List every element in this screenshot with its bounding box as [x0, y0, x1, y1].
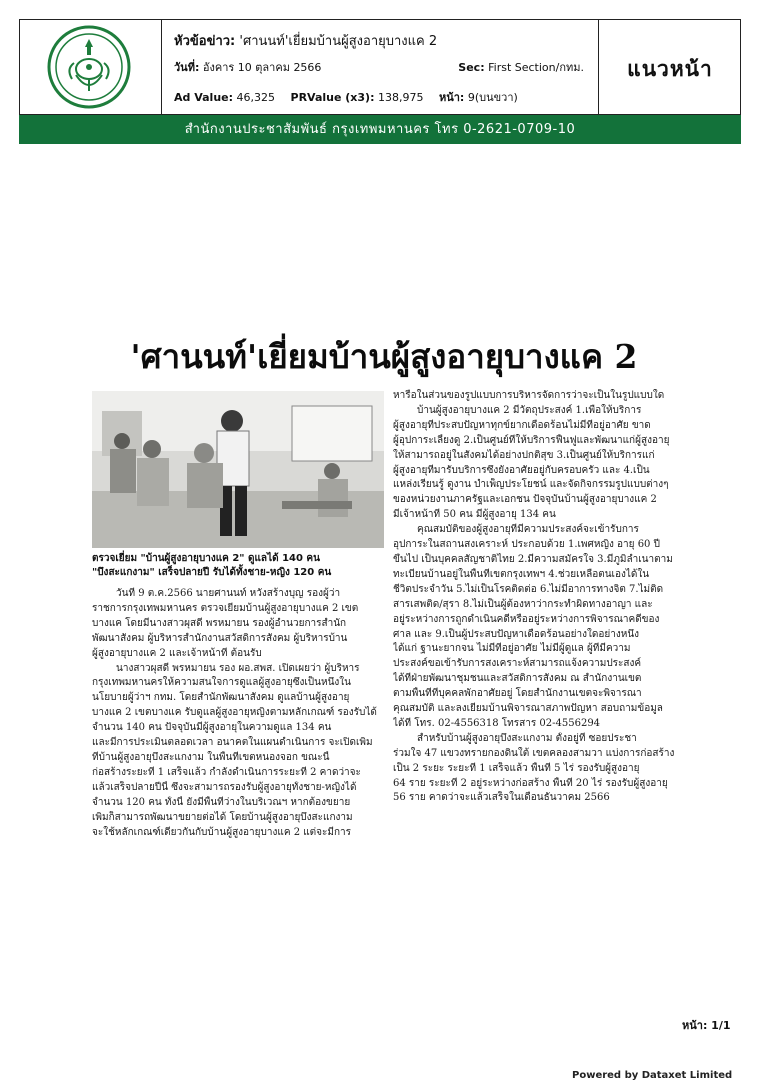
body-line: และมีการประเมินตลอดเวลา อนาคตในแผนดำเนินการ จะเปิดเพิ่ม: [92, 737, 373, 749]
clipping-header: [19, 19, 741, 115]
date-label: วันที่:: [174, 61, 200, 74]
body-line: ของหน่วยงานภาครัฐและเอกชน ปัจจุบันบ้านผู้สูงอายุบางแค 2: [393, 494, 657, 506]
body-line: คุณสมบัติของผู้สูงอายุที่มีความประสงค์จะเข้ารับการ: [417, 524, 639, 536]
section-label: Sec:: [458, 61, 485, 74]
ad-value: 46,325: [236, 91, 276, 104]
body-line: วันที่ 9 ต.ค.2566 นายศานนท์ หวังสร้างบุญ รองผู้ว่า: [116, 588, 341, 599]
clipping-info: [168, 20, 599, 114]
body-line: จำนวน 120 คน ทั้งนี้ ยังมีพื้นที่ว่างในบริเวณฯ หากต้องขยาย: [92, 796, 351, 808]
body-line: ผู้สูงอายุบางแค 2 และเจ้าหน้าที่ ต้อนรับ: [92, 647, 262, 659]
body-line: บ้านผู้สูงอายุบางแค 2 มีวัตถุประสงค์ 1.เพื่อให้บริการ: [417, 404, 642, 416]
body-line: นางสาวผุสดี พรหมายน รอง ผอ.สพส. เปิดเผยว่า ผู้บริหาร: [116, 662, 360, 674]
caption-line: "บึงสะแกงาม" เสร็จปลายปี รับได้ทั้งชาย-หญิง 120 คน: [92, 567, 332, 578]
ad-value-label: Ad Value:: [174, 91, 234, 104]
article-column-left: [92, 587, 384, 840]
body-line: ผู้สูงอายุที่ประสบปัญหาทุกข์ยากเดือดร้อนไม่มีที่อยู่อาศัย ขาด: [393, 419, 651, 431]
title-line: [174, 30, 437, 51]
body-line: ตามพื้นที่ที่บุคคลพักอาศัยอยู่ โดยสำนักงานเขตจะพิจารณา: [393, 688, 642, 700]
value-line: [174, 88, 530, 106]
page-label: หน้า:: [438, 91, 465, 104]
caption-line: ตรวจเยี่ยม "บ้านผู้สูงอายุบางแค 2" ดูแลได้ 140 คน: [92, 553, 320, 564]
body-line: แล้วเสร็จปลายปีนี้ ซึ่งจะสามารถรองรับผู้สูงอายุทั้งชาย-หญิงได้: [92, 781, 357, 793]
pr-value: 138,975: [377, 91, 424, 104]
body-line: ให้สามารถอยู่ในสังคมได้อย่างปกติสุข 3.เป็นศูนย์ให้บริการแก่: [393, 449, 655, 461]
logo-panel: [20, 20, 162, 114]
body-line: พัฒนาสังคม ผู้บริหารสำนักงานสวัสดิการสังคม ผู้บริหารบ้าน: [92, 632, 348, 644]
photo-caption: [92, 552, 384, 580]
body-line: ชีวิตประจำวัน 5.ไม่เป็นโรคติดต่อ 6.ไม่มีอาการทางจิต 7.ไม่ติด: [393, 583, 664, 595]
section-line: [458, 58, 584, 76]
body-line: 64 ราย ระยะที่ 2 อยู่ระหว่างก่อสร้าง พื้นที่ 20 ไร่ รองรับผู้สูงอายุ: [393, 777, 668, 789]
powered-by: Powered by Dataxet Limited: [572, 1070, 733, 1081]
body-line: สารเสพติด/สุรา 8.ไม่เป็นผู้ต้องหาว่ากระทำผิดทางอาญา และ: [393, 598, 653, 610]
body-line: มีเจ้าหน้าที่ 50 คน มีผู้สูงอายุ 134 คน: [393, 509, 556, 521]
body-line: ขึ้นไป เป็นบุคคลสัญชาติไทย 2.มีความสมัครใจ 3.มีภูมิลำเนาตาม: [393, 553, 673, 565]
body-line: บางแค 2 เขตบางแค รับดูแลผู้สูงอายุหญิงตามหลักเกณฑ์ รองรับได้: [92, 707, 377, 719]
page-value: 9(บนขวา): [467, 91, 518, 104]
title-value: 'ศานนท์'เยี่ยมบ้านผู้สูงอายุบางแค 2: [239, 34, 438, 49]
bangkok-seal-logo: [46, 25, 132, 109]
body-line: ประสงค์ขอเข้ารับการสงเคราะห์สามารถแจ้งความประสงค์: [393, 658, 642, 670]
news-photo: [92, 391, 384, 548]
headline: 'ศานนท์'เยี่ยมบ้านผู้สูงอายุบางแค 2: [130, 337, 638, 376]
body-line: ร่วมใจ 47 แขวงทรายกองดินใต้ เขตคลองสามวา แบ่งการก่อสร้าง: [393, 747, 675, 759]
body-line: แหล่งเรียนรู้ ดูงาน บำเพ็ญประโยชน์ และจัดกิจกรรมรูปแบบต่างๆ: [393, 479, 669, 491]
body-line: เพิ่มก็สามารถพัฒนาขยายต่อได้ โดยบ้านผู้สูงอายุบึงสะแกงาม: [92, 811, 353, 823]
date-line: [174, 58, 321, 76]
body-line: สำหรับบ้านผู้สูงอายุบึงสะแกงาม ตั้งอยู่ที่ ซอยประชา: [417, 732, 637, 744]
body-line: อยู่ระหว่างการถูกดำเนินคดีหรืออยู่ระหว่างการพิจารณาคดีของ: [393, 613, 660, 625]
pr-office-banner: สำนักงานประชาสัมพันธ์ กรุงเทพมหานคร โทร 0-2621-0709-10: [19, 115, 741, 144]
body-line: กรุงเทพมหานครให้ความสนใจการดูแลผู้สูงอายุซึ่งเป็นหนึ่งใน: [92, 677, 352, 689]
body-line: หารือในส่วนของรูปแบบการบริหารจัดการว่าจะเป็นในรูปแบบใด: [393, 390, 665, 401]
section-value: First Section/กทม.: [488, 61, 584, 74]
body-line: ศาล และ 9.เป็นผู้ประสบปัญหาเดือดร้อนอย่างใดอย่างหนึ่ง: [393, 628, 640, 640]
body-line: ราชการกรุงเทพมหานคร ตรวจเยี่ยมบ้านผู้สูงอายุบางแค 2 เขต: [92, 602, 359, 614]
title-label: หัวข้อข่าว:: [174, 34, 236, 49]
body-line: ที่บ้านผู้สูงอายุบึงสะแกงาม ในพื้นที่เขตหนองจอก ขณะนี้: [92, 751, 330, 763]
body-line: คุณสมบัติ และลงเยี่ยมบ้านพิจารณาสภาพปัญหา สอบถามข้อมูล: [393, 703, 663, 715]
body-line: จำนวน 140 คน ปัจจุบันมีผู้สูงอายุในความดูแล 134 คน: [92, 722, 332, 734]
body-line: อุปการะในสถานสงเคราะห์ ประกอบด้วย 1.เพศหญิง อายุ 60 ปี: [393, 539, 660, 551]
newspaper-name: แนวหน้า: [627, 57, 713, 81]
date-value: อังคาร 10 ตุลาคม 2566: [202, 61, 322, 74]
body-line: เป็น 2 ระยะ ระยะที่ 1 เสร็จแล้ว พื้นที่ 5 ไร่ รองรับผู้สูงอายุ: [393, 762, 640, 774]
article-column-right: [393, 389, 685, 806]
body-line: นโยบายผู้ว่าฯ กทม. โดยสำนักพัฒนาสังคม ดูแลบ้านผู้สูงอายุ: [92, 692, 350, 704]
body-line: ทะเบียนบ้านอยู่ในพื้นที่เขตกรุงเทพฯ 4.ช่วยเหลือตนเองได้ใน: [393, 568, 650, 580]
body-line: ได้ที่ โทร. 02-4556318 โทรสาร 02-4556294: [393, 717, 601, 729]
body-line: ผู้สูงอายุที่มารับบริการซึ่งยังอาศัยอยู่กับครอบครัว และ 4.เป็น: [393, 464, 650, 476]
body-line: ก่อสร้างระยะที่ 1 เสร็จแล้ว กำลังดำเนินการระยะที่ 2 คาดว่าจะ: [92, 766, 361, 778]
photo-illustration: [92, 391, 384, 548]
body-line: บางแค โดยมีนางสาวผุสดี พรหมายน รองผู้อำนวยการสำนัก: [92, 617, 347, 629]
body-line: ผู้อุปการะเลี้ยงดู 2.เป็นศูนย์ที่ให้บริการฟื้นฟูและพัฒนาแก่ผู้สูงอายุ: [393, 434, 670, 446]
page-count: หน้า: 1/1: [682, 1019, 731, 1032]
body-line: 56 ราย คาดว่าจะแล้วเสร็จในเดือนธันวาคม 2566: [393, 792, 610, 804]
pr-value-label: PRValue (x3):: [290, 91, 375, 104]
body-line: จะใช้หลักเกณฑ์เดียวกันกับบ้านผู้สูงอายุบางแค 2 แต่จะมีการ: [92, 826, 352, 838]
body-line: ได้แก่ ฐานะยากจน ไม่มีที่อยู่อาศัย ไม่มีผู้ดูแล ผู้ที่มีความ: [393, 643, 631, 655]
body-line: ได้ที่ฝ่ายพัฒนาชุมชนและสวัสดิการสังคม ณ สำนักงานเขต: [393, 673, 642, 685]
